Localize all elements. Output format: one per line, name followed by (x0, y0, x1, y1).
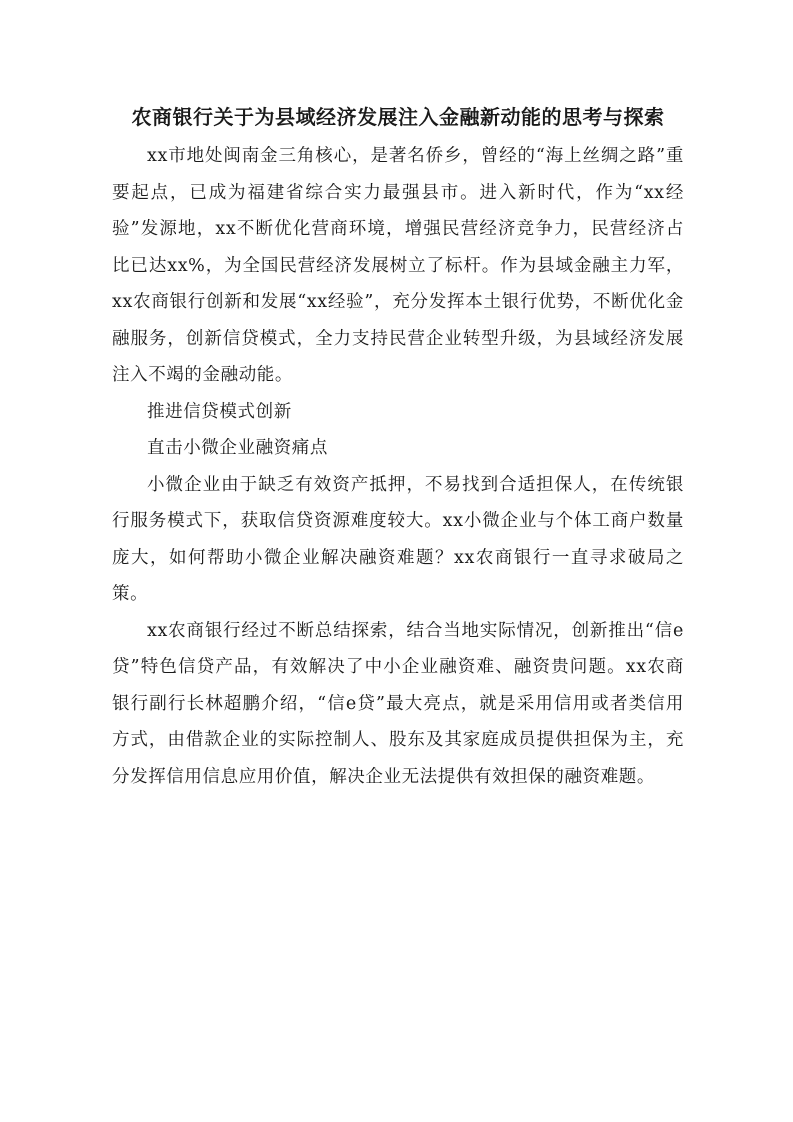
body-paragraph: xx农商银行经过不断总结探索，结合当地实际情况，创新推出“信e贷”特色信贷产品，有效解决了中小企业融资难、融资贵问题。xx农商银行副行长林超鹏介绍，“信e贷”最大亮点，就是采用信用或者类信用方式，由借款企业的实际控制人、股东及其家庭成员提供担保为主，充分发挥信用信息应用价值，解决企业无法提供有效担保的融资难题。 (112, 620, 684, 787)
document-title: 农商银行关于为县域经济发展注入金融新动能的思考与探索 (131, 105, 665, 129)
intro-paragraph: xx市地处闽南金三角核心，是著名侨乡，曾经的“海上丝绸之路”重要起点，已成为福建省综合实力最强县市。进入新时代，作为“xx经验”发源地，xx不断优化营商环境，增强民营经济竞争力，民营经济占比已达xx%，为全国民营经济发展树立了标杆。作为县域金融主力军，xx农商银行创新和发展“xx经验”，充分发挥本土银行优势，不断优化金融服务，创新信贷模式，全力支持民营企业转型升级，为县域经济发展注入不竭的金融动能。 (112, 146, 684, 385)
document-body (112, 96, 684, 795)
section-heading: 推进信贷模式创新 (147, 401, 292, 422)
subsection-heading: 直击小微企业融资痛点 (147, 438, 328, 458)
body-paragraph: 小微企业由于缺乏有效资产抵押，不易找到合适担保人，在传统银行服务模式下，获取信贷资源难度较大。xx小微企业与个体工商户数量庞大，如何帮助小微企业解决融资难题？xx农商银行一直寻求破局之策。 (112, 474, 684, 604)
